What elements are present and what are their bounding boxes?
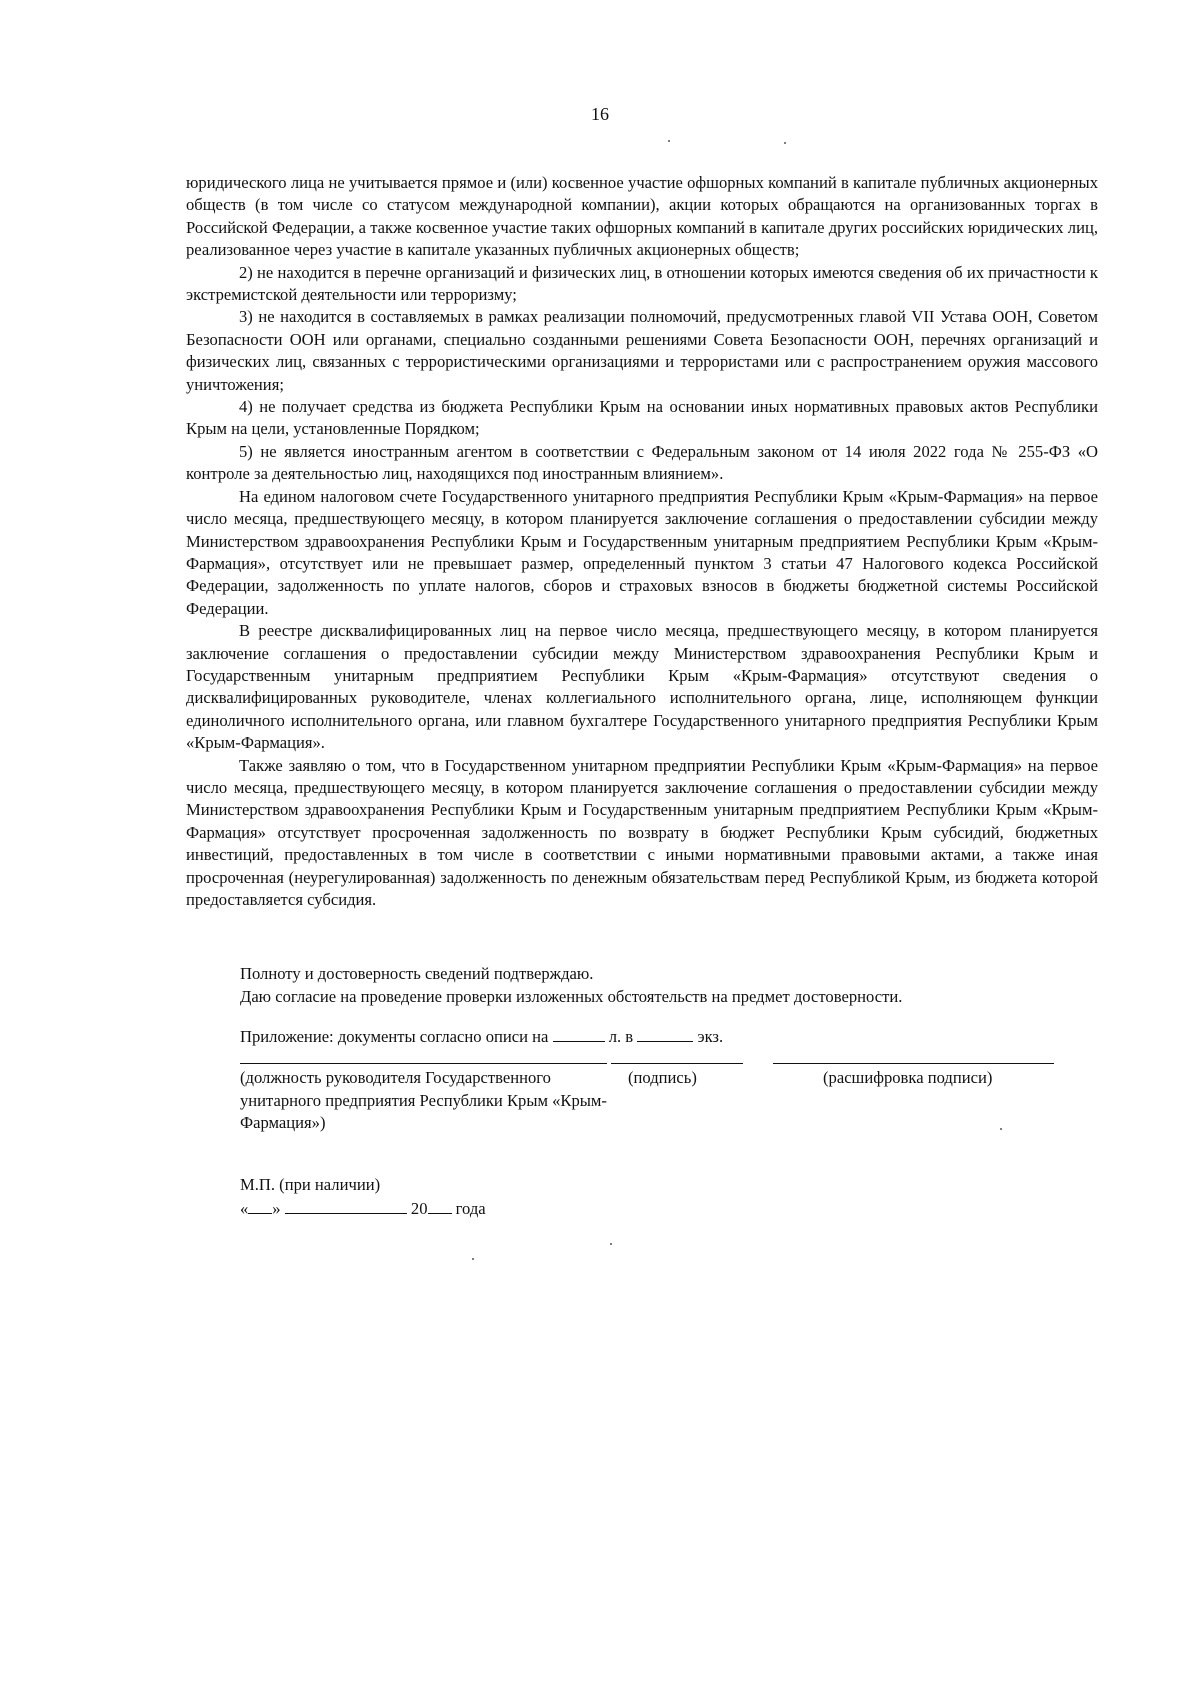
paragraph: 4) не получает средства из бюджета Республики Крым на основании иных нормативных правовых актов Республики Крым на цели, установленные Порядком; bbox=[186, 397, 1098, 439]
paragraph: 5) не является иностранным агентом в соответствии с Федеральным законом от 14 июля 2022 года № 255-ФЗ «О контроле за деятельностью лиц, находящихся под иностранным влиянием». bbox=[186, 441, 1098, 484]
copies-count-blank[interactable] bbox=[637, 1027, 693, 1042]
signature-decode-line[interactable] bbox=[773, 1063, 1054, 1064]
month-blank[interactable] bbox=[285, 1199, 407, 1214]
scan-speck bbox=[784, 142, 786, 144]
year-blank[interactable] bbox=[428, 1199, 452, 1214]
paragraph: В реестре дисквалифицированных лиц на первое число месяца, предшествующего месяцу, в котором планируется заключение соглашения о предоставлении субсидии между Министерством здравоохранения Республики Крым и Государственным унитарным предприятием Республики Крым «Крым-Фармация» отсутствуют сведения о дисквалифицированных руководителе, членах коллегиального исполнительного органа, лице, исполняющем функции единоличного исполнительного органа, или главном бухгалтере Государственного унитарного предприятия Республики Крым «Крым-Фармация». bbox=[186, 621, 1098, 753]
attachment-middle: л. в bbox=[608, 1027, 634, 1046]
scan-speck bbox=[610, 1243, 612, 1245]
paragraph: юридического лица не учитывается прямое и (или) косвенное участие офшорных компаний в капитале публичных акционерных обществ (в том числе со статусом международной компании), акции которых обращаются на организованных торгах в Российской Федерации, а также косвенное участие таких офшорных компаний в капитале других российских юридических лиц, реализованное через участие в капитале указанных публичных акционерных обществ; bbox=[186, 173, 1098, 260]
scan-speck bbox=[668, 140, 670, 142]
paragraph: На едином налоговом счете Государственного унитарного предприятия Республики Крым «Крым-Фармация» на первое число месяца, предшествующего месяцу, в котором планируется заключение соглашения о предоставлении субсидии между Министерством здравоохранения Республики Крым и Государственным унитарным предприятием Республики Крым «Крым-Фармация», отсутствует или не превышает размер, определенный пунктом 3 статьи 47 Налогового кодекса Российской Федерации, задолженность по уплате налогов, сборов и страховых взносов в бюджеты бюджетной системы Российской Федерации. bbox=[186, 486, 1098, 618]
stamp-placeholder: М.П. (при наличии) bbox=[240, 1175, 381, 1194]
date-suffix: года bbox=[455, 1199, 486, 1218]
day-blank[interactable] bbox=[248, 1199, 272, 1214]
consent-statement: Даю согласие на проведение проверки изложенных обстоятельств на предмет достоверности. bbox=[240, 987, 903, 1006]
date-close-quote: » bbox=[272, 1199, 281, 1218]
year-prefix: 20 bbox=[410, 1199, 428, 1218]
sheets-count-blank[interactable] bbox=[553, 1027, 605, 1042]
signature-decode-label: (расшифровка подписи) bbox=[823, 1068, 993, 1087]
scan-speck bbox=[472, 1258, 474, 1260]
attachment-prefix: Приложение: документы согласно описи на bbox=[240, 1027, 549, 1046]
attachment-line bbox=[240, 1025, 723, 1048]
scan-speck bbox=[1000, 1128, 1002, 1130]
paragraph: Также заявляю о том, что в Государственном унитарном предприятии Республики Крым «Крым-Фармация» на первое число месяца, предшествующего месяцу, в котором планируется заключение соглашения о предоставлении субсидии между Министерством здравоохранения Республики Крым и Государственным унитарным предприятием Республики Крым «Крым-Фармация» отсутствует просроченная задолженность по возврату в бюджет Республики Крым субсидий, бюджетных инвестиций, предоставленных в том числе в соответствии с иными нормативными правовыми актами, а также иная просроченная (неурегулированная) задолженность по денежным обязательствам перед Республикой Крым, из бюджета которой предоставляется субсидия. bbox=[186, 755, 1098, 909]
date-line bbox=[240, 1197, 486, 1220]
position-label: (должность руководителя Государственного унитарного предприятия Республики Крым «Крым-Фармация») bbox=[240, 1068, 607, 1133]
page-number: 16 bbox=[591, 104, 609, 124]
signature-label: (подпись) bbox=[628, 1068, 697, 1087]
paragraph: 2) не находится в перечне организаций и физических лиц, в отношении которых имеются сведения об их причастности к экстремистской деятельности или терроризму; bbox=[186, 262, 1098, 305]
date-open-quote: « bbox=[240, 1199, 249, 1218]
signature-line[interactable] bbox=[611, 1063, 743, 1064]
attachment-suffix: экз. bbox=[697, 1027, 724, 1046]
closing-statements bbox=[240, 962, 1100, 1008]
paragraph: 3) не находится в составляемых в рамках реализации полномочий, предусмотренных главой VII Устава ООН, Советом Безопасности ООН или органами, специально созданными решениями Совета Безопасности ООН, перечнях организаций и физических лиц, связанных с террористическими организациями и террористами или с распространением оружия массового уничтожения; bbox=[186, 307, 1098, 394]
document-body bbox=[186, 172, 1098, 911]
position-signature-line[interactable] bbox=[240, 1063, 607, 1064]
confirmation-statement: Полноту и достоверность сведений подтверждаю. bbox=[240, 964, 594, 983]
